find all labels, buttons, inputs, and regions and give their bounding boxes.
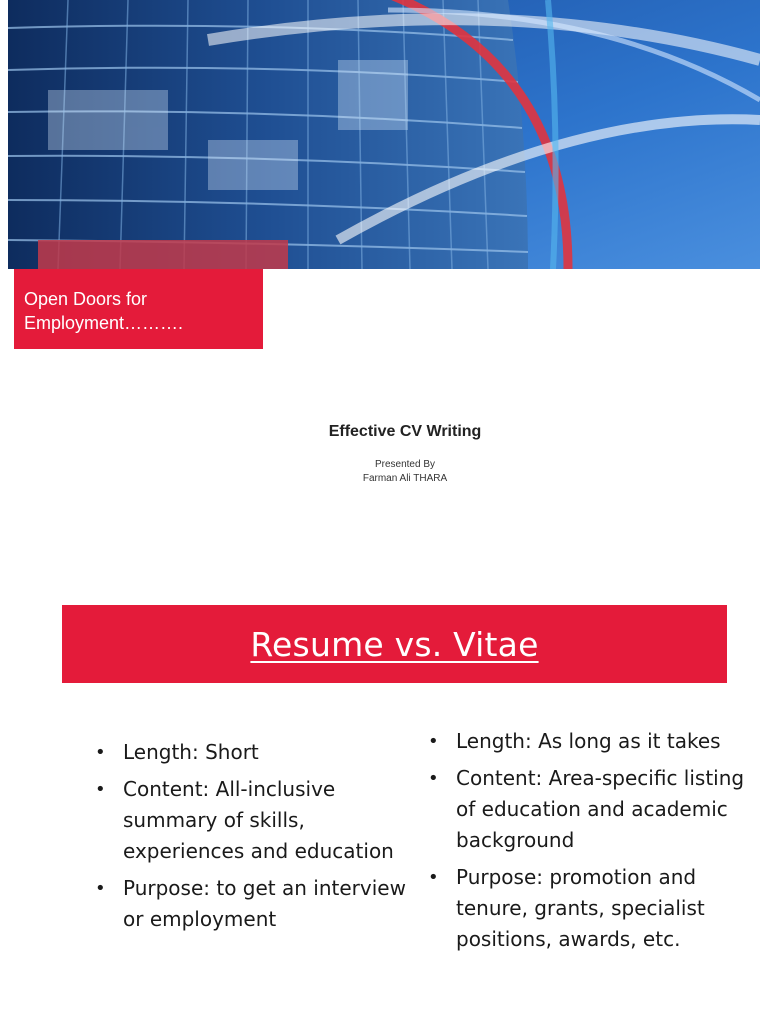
list-item-text: Content: Area-specific listing of education and academic background — [456, 766, 745, 852]
vitae-list — [425, 726, 745, 961]
bullet-icon: • — [95, 779, 106, 800]
list-item-text: Length: As long as it takes — [456, 729, 721, 753]
list-item-text: Content: All-inclusive summary of skills, experiences and education — [123, 777, 394, 863]
presented-by-label: Presented By — [374, 459, 436, 470]
bullet-icon: • — [428, 768, 439, 789]
list-item-text: Purpose: promotion and tenure, grants, specialist positions, awards, etc. — [456, 865, 705, 951]
list-item-text: Purpose: to get an interview or employment — [123, 876, 406, 931]
bullet-icon: • — [428, 731, 439, 752]
list-item — [92, 774, 412, 867]
presenter-block — [0, 458, 768, 486]
slide-heading-banner — [62, 605, 727, 683]
bullet-icon: • — [95, 878, 106, 899]
list-item — [425, 726, 745, 757]
presentation-title: Effective CV Writing — [328, 423, 482, 440]
list-item-text: Length: Short — [123, 740, 259, 764]
list-item — [425, 862, 745, 955]
hero-building-image — [8, 0, 760, 269]
list-item — [92, 737, 412, 768]
tagline-line-1: Open Doors for — [24, 289, 148, 309]
resume-list — [92, 737, 412, 941]
presenter-name: Farman Ali THARA — [362, 473, 448, 484]
bullet-icon: • — [428, 867, 439, 888]
slide-heading: Resume vs. Vitae — [250, 624, 539, 664]
tagline-box — [14, 269, 263, 349]
bullet-icon: • — [95, 742, 106, 763]
list-item — [92, 873, 412, 935]
tagline-line-2: Employment………. — [24, 313, 184, 333]
list-item — [425, 763, 745, 856]
